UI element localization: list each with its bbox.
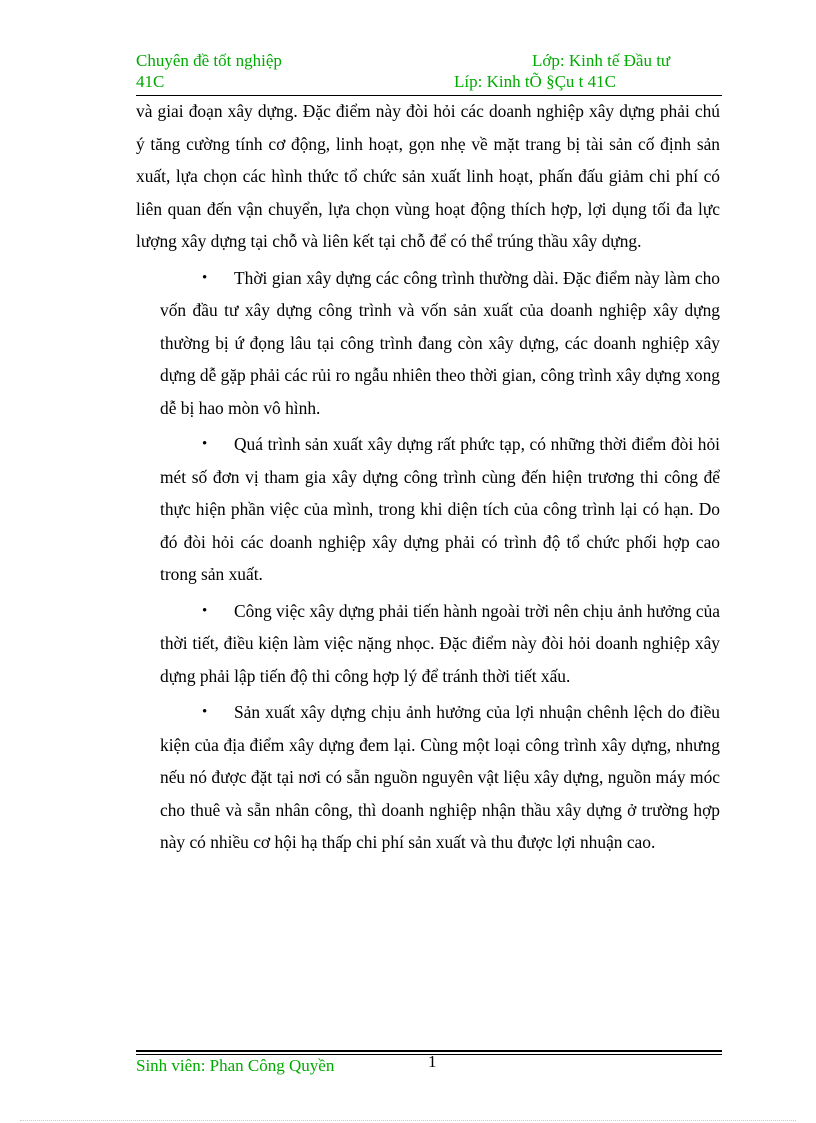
bullet-list <box>136 262 720 859</box>
header-title: Chuyên đề tốt nghiệp <box>136 51 282 70</box>
list-item-text: Sản xuất xây dựng chịu ảnh hưởng của lợi nhuận chênh lệch do điều kiện của địa điểm xây dựng đem lại. Cùng một loại công trình xây dựng, nhưng nếu nó được đặt tại nơi có sẵn nguồn nguyên vật liệu xây dựng, nguồn máy móc cho thuê và sẵn nhân công, thì doanh nghiệp nhận thầu xây dựng ở trường hợp này có nhiều cơ hội hạ thấp chi phí sản xuất và thu được lợi nhuận cao. <box>160 702 720 852</box>
bullet-icon: • <box>202 436 208 452</box>
bullet-icon: • <box>202 602 208 619</box>
page-number: 1 <box>428 1052 437 1071</box>
list-item-text: Quá trình sản xuất xây dựng rất phức tạp, có những thời điểm đòi hỏi mét số đơn vị tham gia xây dựng công trình cùng đến hiện trương thi công để thực hiện phần việc của mình, trong khi diện tích của công trình lại có hạn. Do đó đòi hỏi các doanh nghiệp xây dựng phải có trình độ tổ chức phối hợp cao trong sản xuất. <box>160 434 720 584</box>
document-body <box>136 95 720 863</box>
list-item-text: Thời gian xây dựng các công trình thường dài. Đặc điểm này làm cho vốn đầu tư xây dựng công trình và vốn sản xuất của doanh nghiệp xây dựng thường bị ứ đọng lâu tại công trình đang còn xây dựng, các doanh nghiệp xây dựng dễ gặp phải các rủi ro ngẫu nhiên theo thời gian, công trình xây dựng xong dễ bị hao mòn vô hình. <box>160 267 720 418</box>
list-item-text: Công việc xây dựng phải tiến hành ngoài trời nên chịu ảnh hưởng của thời tiết, điều kiện làm việc nặng nhọc. Đặc điểm này đòi hỏi doanh nghiệp xây dựng phải lập tiến độ thi công hợp lý để tránh thời tiết xấu. <box>160 600 720 686</box>
list-item <box>136 595 720 693</box>
page-bottom-border <box>20 1120 796 1121</box>
header-course-code: 41C <box>136 72 165 91</box>
intro-paragraph: và giai đoạn xây dựng. Đặc điểm này đòi hỏi các doanh nghiệp xây dựng phải chú ý tăng cường tính cơ động, linh hoạt, gọn nhẹ về mặt trang bị tài sản cố định sản xuất, lựa chọn các hình thức tổ chức sản xuất linh hoạt, phấn đấu giảm chi phí có liên quan đến vận chuyển, lựa chọn vùng hoạt động thích hợp, lợi dụng tối đa lực lượng xây dựng tại chỗ và liên kết tại chỗ để có thể trúng thầu xây dựng. <box>136 101 720 251</box>
list-item <box>136 696 720 859</box>
bullet-icon: • <box>202 269 208 286</box>
bullet-icon: • <box>202 704 208 720</box>
list-item <box>136 428 720 591</box>
footer-student-name: Sinh viên: Phan Công Quyền <box>136 1056 335 1075</box>
page-header <box>136 48 722 96</box>
list-item <box>136 262 720 425</box>
header-class: Lớp: Kinh tế Đầu tư <box>532 51 671 70</box>
header-class-garbled: Líp: Kinh tÕ §Çu t 41C <box>454 72 616 91</box>
